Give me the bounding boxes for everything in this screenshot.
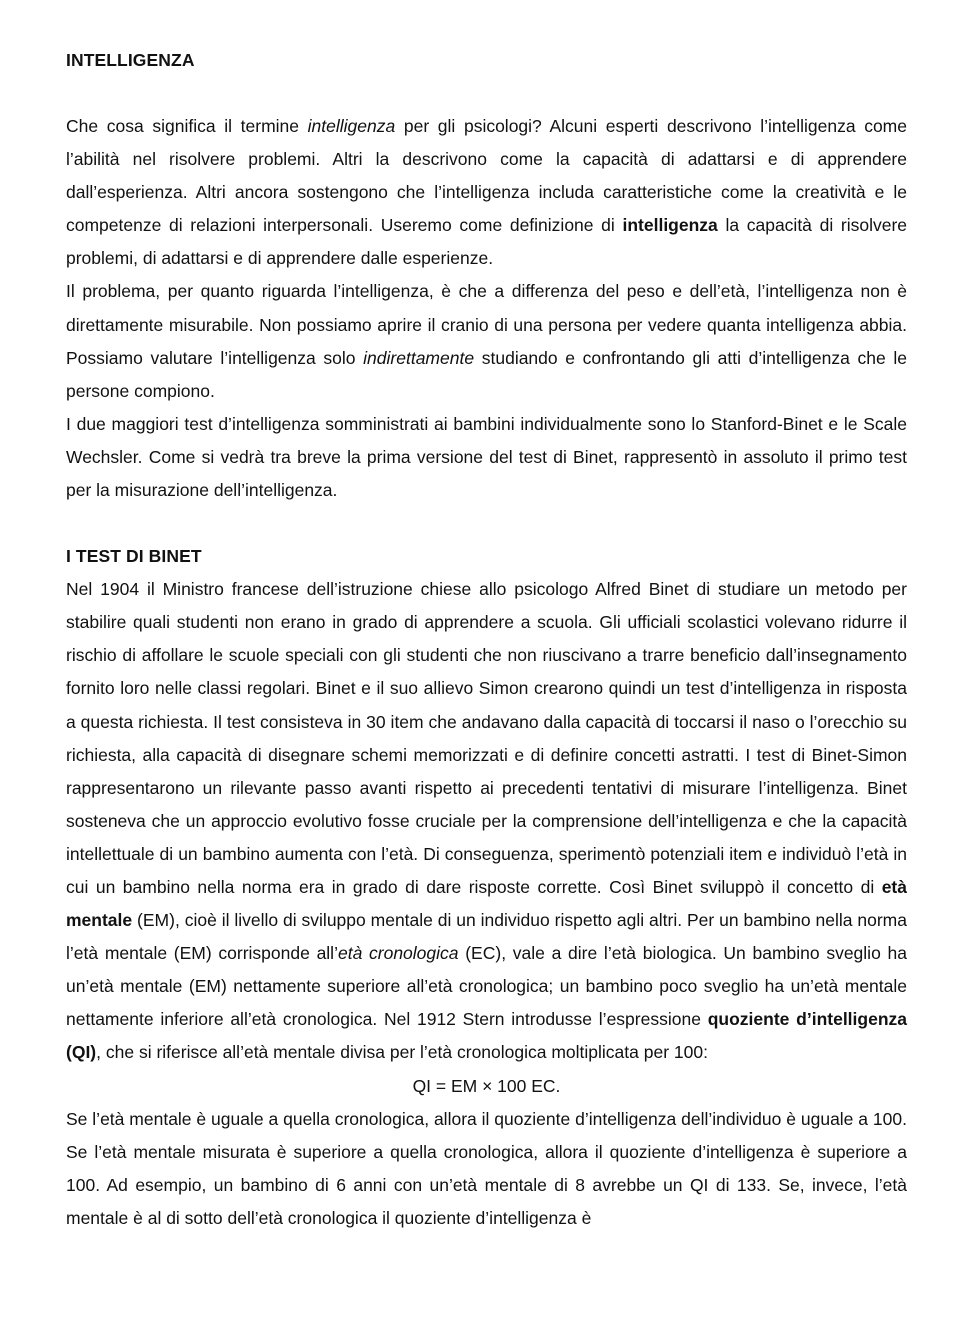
paragraph-binet-history <box>66 573 907 1069</box>
text-run: (EM), cioè il livello di sviluppo mentale di un individuo rispetto agli altri. Per un bambino nella norma l’età mentale (EM) corrisponde all’ <box>66 910 907 964</box>
spacer <box>66 507 907 540</box>
text-run: , che si riferisce all’età mentale divisa per l’età cronologica moltiplicata per 100: <box>96 1042 708 1063</box>
italic-term: intelligenza <box>307 116 396 136</box>
text-run: Nel 1904 il Ministro francese dell’istruzione chiese allo psicologo Alfred Binet di studiare un metodo per stabilire quali studenti non erano in grado di apprendere a scuola. Gli ufficiali scolastici volevano ridurre il rischio di affollare le scuole speciali con gli studenti che non riuscivano a trarre beneficio dall’insegnamento fornito loro nelle classi regolari. Binet e il suo allievo Simon crearono quindi un test d’intelligenza in risposta a questa richiesta. Il test consisteva in 30 item che andavano dalla capacità di toccarsi il naso o l’orecchio su richiesta, alla capacità di disegnare schemi memorizzati e di definire concetti astratti. I test di Binet-Simon rappresentarono un rilevante passo avanti rispetto ai precedenti tentativi di misurare l’intelligenza. Binet sosteneva che un approccio evolutivo fosse cruciale per la comprensione dell’intelligenza e che la capacità intellettuale di un bambino aumenta con l’età. Di conseguenza, sperimentò potenziali item e individuò l’età in cui un bambino nella norma era in grado di dare risposte corrette. Così Binet sviluppò il concetto di <box>66 579 907 897</box>
text-run: la capacità di risolvere problemi, di adattarsi e di apprendere dalle esperienze. <box>66 215 908 269</box>
section-title-binet: I TEST DI BINET <box>66 546 202 567</box>
bold-term: età mentale <box>66 876 907 931</box>
spacer <box>66 77 907 110</box>
document-page <box>66 44 907 1235</box>
italic-term: età cronologica <box>337 943 459 964</box>
iq-formula: QI = EM × 100 EC. <box>412 1075 561 1096</box>
text-run: Il problema, per quanto riguarda l’intelligenza, è che a differenza del peso e dell’età, l’intelligenza non è direttamente misurabile. Non possiamo aprire il cranio di una persona per vedere quanta intelligenza abbia. Possiamo valutare l’intelligenza solo <box>66 281 907 368</box>
bold-term: intelligenza <box>622 215 718 236</box>
bold-term: quoziente d’intelligenza (QI) <box>66 1009 907 1063</box>
text-run: (EC), vale a dire l’età biologica. Un bambino sveglio ha un’età mentale (EM) nettamente superiore all’età cronologica; un bambino poco sveglio ha un’età mentale nettamente inferiore all’età cronologica. Nel 1912 Stern introdusse l’espressione <box>66 943 907 1030</box>
paragraph-major-tests: I due maggiori test d’intelligenza somministrati ai bambini individualmente sono lo Stanford-Binet e le Scale Wechsler. Come si vedrà tra breve la prima versione del test di Binet, rappresentò in assoluto il primo test per la misurazione dell’intelligenza. <box>66 413 907 501</box>
italic-term: indirettamente <box>363 347 475 368</box>
text-run: studiando e confrontando gli atti d’intelligenza che le persone compiono. <box>66 347 908 401</box>
text-run: per gli psicologi? Alcuni esperti descrivono l’intelligenza come l’abilità nel risolvere problemi. Altri la descrivono come la capacità di adattarsi e di apprendere dall’esperienza. Altri ancora sostengono che l’intelligenza includa caratteristiche come la creatività e le competenze di relazioni interpersonali. Useremo come definizione di <box>66 116 907 236</box>
text-run: Che cosa significa il termine <box>66 116 308 136</box>
paragraph-iq-explanation: Se l’età mentale è uguale a quella cronologica, allora il quoziente d’intelligenza dell’individuo è uguale a 100. Se l’età mentale misurata è superiore a quella cronologica, allora il quoziente d’intelligenza è superiore a 100. Ad esempio, un bambino di 6 anni con un’età mentale di 8 avrebbe un QI di 133. Se, invece, l’età mentale è al di sotto dell’età cronologica il quoziente d’intelligenza è <box>66 1108 907 1228</box>
paragraph-definition <box>66 110 907 275</box>
section-title-intelligenza: INTELLIGENZA <box>66 50 195 70</box>
paragraph-measurement <box>66 275 907 407</box>
